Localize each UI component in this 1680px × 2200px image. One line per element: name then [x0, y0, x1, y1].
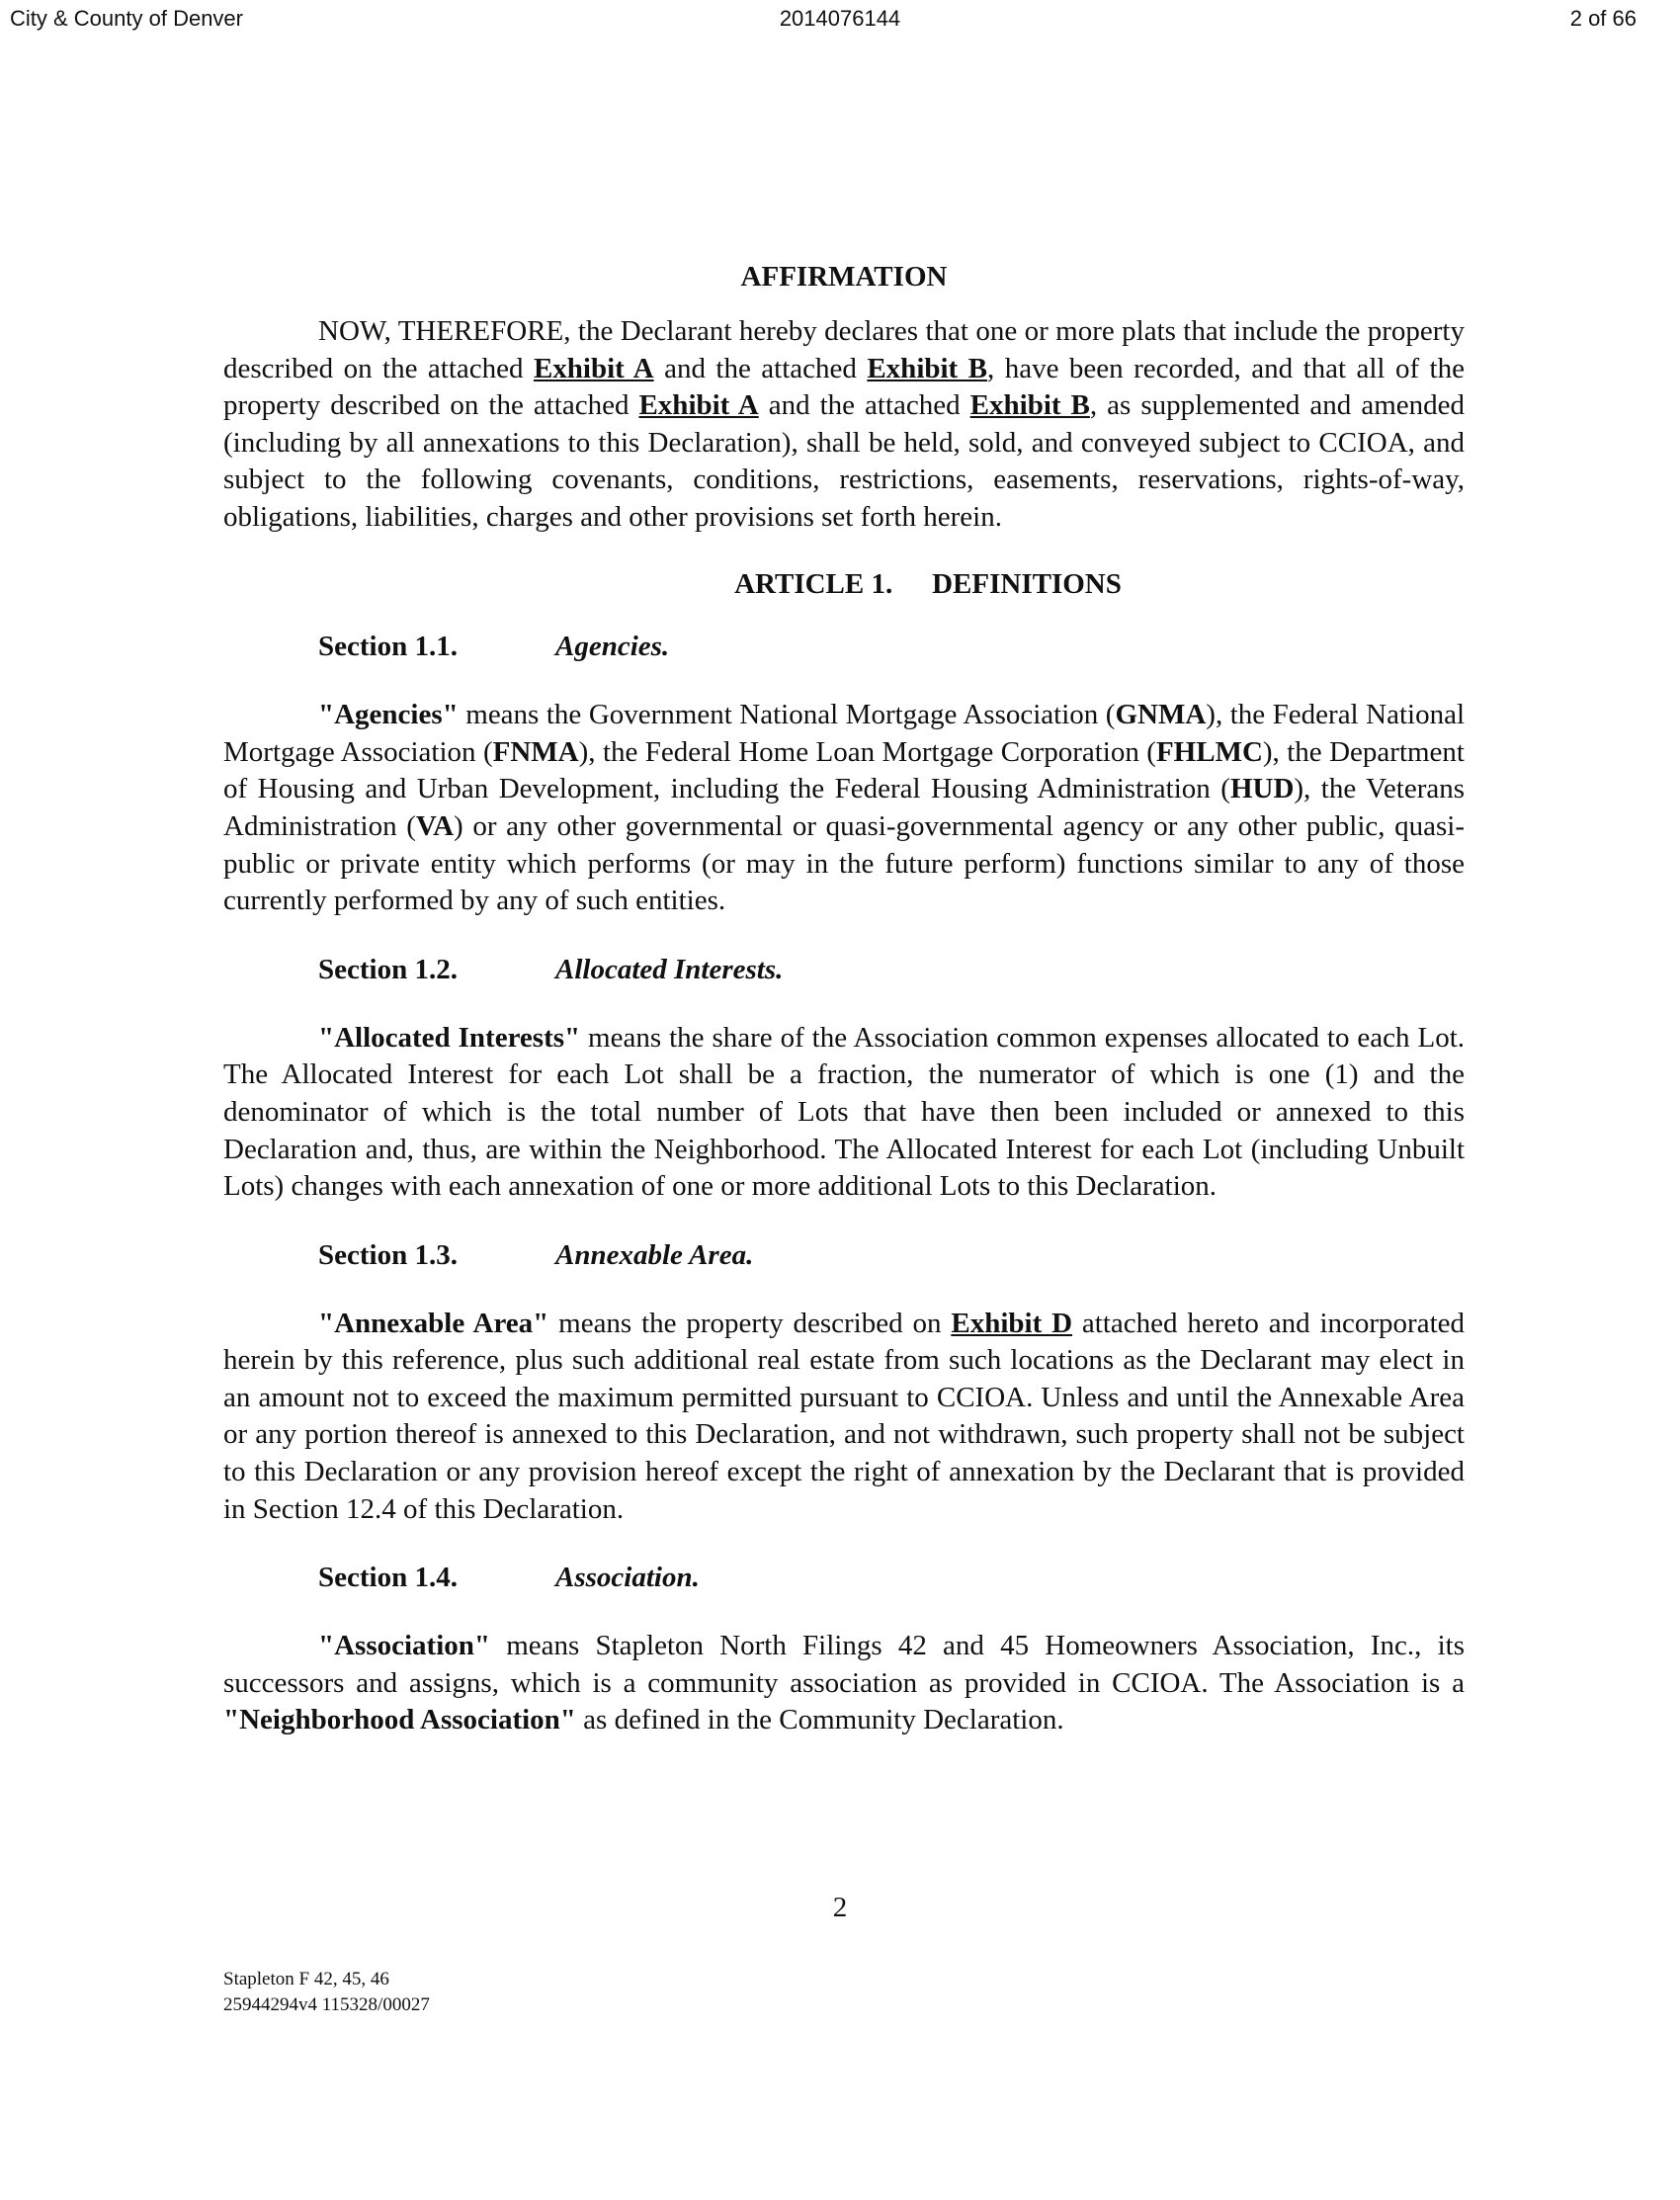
article-title: DEFINITIONS — [932, 567, 1122, 600]
article-number: ARTICLE 1. — [734, 567, 893, 600]
section-paragraph: "Annexable Area" means the property described on Exhibit D attached hereto and incorporated herein by this reference, plus such additional real estate from such locations as the Declarant may elect in an amount not to exceed the maximum permitted pursuant to CCIOA. Unless and until the Annexable Area or any portion thereof is annexed to this Declaration, and not withdrawn, such property shall not be subject to this Declaration or any provision hereof except the right of annexation by the Declarant that is provided in Section 12.4 of this Declaration. — [223, 1307, 1465, 1525]
exhibit-b-ref: Exhibit B — [969, 389, 1090, 422]
exhibit-d-ref: Exhibit D — [951, 1307, 1073, 1339]
affirmation-title: AFFIRMATION — [740, 261, 948, 293]
header-page-count: 2 of 66 — [1569, 6, 1637, 31]
page-number: 2 — [832, 1892, 848, 1923]
header-county: City & County of Denver — [10, 6, 243, 31]
section-heading: Section 1.4. Association. — [318, 1562, 700, 1594]
footer-line-1: Stapleton F 42, 45, 46 — [223, 1969, 389, 1989]
footer-line-2: 25944294v4 115328/00027 — [223, 1994, 430, 2015]
exhibit-a-ref: Exhibit A — [638, 389, 759, 422]
document-footer — [223, 1967, 430, 2018]
header-reception-number: 2014076144 — [779, 6, 901, 31]
document-body — [223, 259, 1465, 1739]
section-paragraph: "Agencies" means the Government National Mortgage Association (GNMA), the Federal National Mortgage Association (FNMA), the Federal Home Loan Mortgage Corporation (FHLMC), the Department of Housing and Urban Development, including the Federal Housing Administration (HUD), the Veterans Administration (VA) or any other governmental or quasi-governmental agency or any other public, quasi-public or private entity which performs (or may in the future perform) functions similar to any of those currently performed by any of such entities. — [223, 699, 1466, 917]
section-heading: Section 1.1. Agencies. — [318, 631, 670, 663]
exhibit-b-ref: Exhibit B — [867, 352, 988, 384]
section-heading: Section 1.2. Allocated Interests. — [318, 953, 784, 985]
section-paragraph: "Allocated Interests" means the share of the Association common expenses allocated to each Lot. The Allocated Interest for each Lot shall be a fraction, the numerator of which is one (1) and the denominator of which is the total number of Lots that have then been included or annexed to this Declaration and, thus, are within the Neighborhood. The Allocated Interest for each Lot (including Unbuilt Lots) changes with each annexation of one or more additional Lots to this Declaration. — [223, 1021, 1465, 1203]
affirmation-paragraph: NOW, THEREFORE, the Declarant hereby declares that one or more plats that include the property described on the attached Exhibit A and the attached Exhibit B, have been recorded, and that all of the property described on the attached Exhibit A and the attached Exhibit B, as supplemented and amended (including by all annexations to this Declaration), shall be held, sold, and conveyed subject to CCIOA, and subject to the following covenants, conditions, restrictions, easements, reservations, rights-of-way, obligations, liabilities, charges and other provisions set forth herein. — [223, 315, 1465, 533]
article-heading — [223, 566, 1465, 604]
section-heading: Section 1.3. Annexable Area. — [318, 1238, 754, 1271]
section-paragraph: "Association" means Stapleton North Filings 42 and 45 Homeowners Association, Inc., its successors and assigns, which is a community association as provided in CCIOA. The Association is a "Neighborhood Association" as defined in the Community Declaration. — [223, 1630, 1465, 1736]
exhibit-a-ref: Exhibit A — [533, 352, 654, 384]
page-header — [0, 0, 1680, 40]
